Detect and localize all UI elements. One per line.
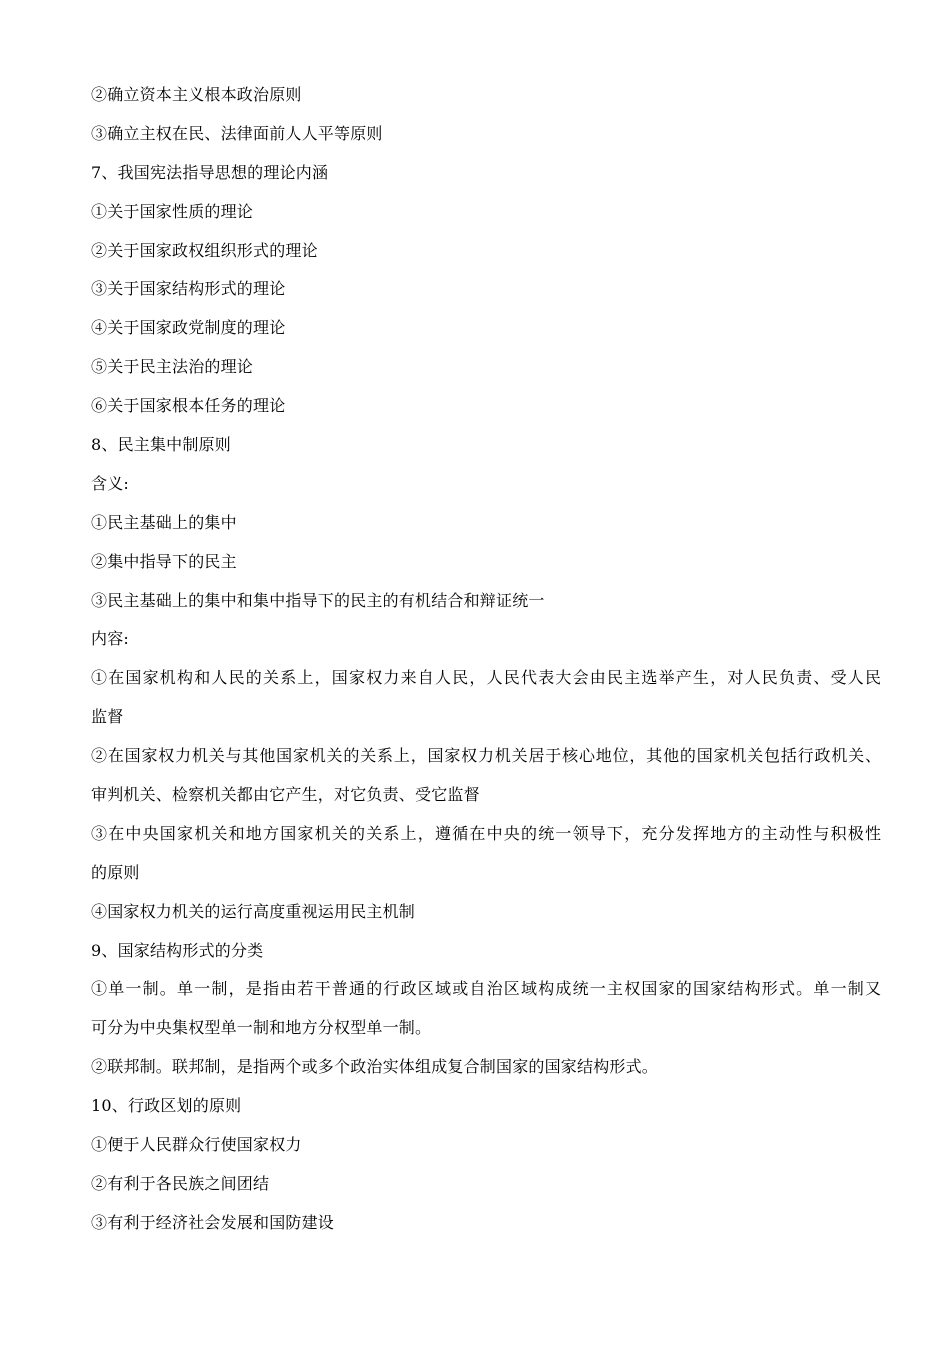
text-line: 8、民主集中制原则	[91, 435, 231, 455]
text-line: ①便于人民群众行使国家权力	[91, 1135, 302, 1155]
text-line: ②有利于各民族之间团结	[91, 1173, 270, 1193]
text-line: 审判机关、检察机关都由它产生，对它负责、受它监督	[91, 785, 480, 805]
text-line: 内容:	[91, 629, 129, 649]
text-line: ②在国家权力机关与其他国家机关的关系上，国家权力机关居于核心地位，其他的国家机关包括行政机关、	[91, 746, 881, 766]
text-line: 的原则	[91, 862, 140, 882]
text-line: ①单一制。单一制，是指由若干普通的行政区域或自治区域构成统一主权国家的国家结构形式。单一制又	[91, 979, 881, 999]
text-line: 可分为中央集权型单一制和地方分权型单一制。	[91, 1018, 432, 1038]
text-line: ②关于国家政权组织形式的理论	[91, 240, 318, 260]
text-line: ①关于国家性质的理论	[91, 201, 254, 221]
text-line: ②集中指导下的民主	[91, 551, 237, 571]
text-line: ④关于国家政党制度的理论	[91, 318, 286, 338]
text-line: ⑤关于民主法治的理论	[91, 357, 254, 377]
text-line: ⑥关于国家根本任务的理论	[91, 396, 286, 416]
text-line: 7、我国宪法指导思想的理论内涵	[91, 162, 329, 182]
text-line: 10、行政区划的原则	[91, 1096, 242, 1116]
text-line: ①在国家机构和人民的关系上，国家权力来自人民，人民代表大会由民主选举产生，对人民负责、受人民	[91, 668, 881, 688]
text-line: 9、国家结构形式的分类	[91, 940, 264, 960]
text-line: ④国家权力机关的运行高度重视运用民主机制	[91, 901, 416, 921]
text-line: ③关于国家结构形式的理论	[91, 279, 286, 299]
text-line: ②确立资本主义根本政治原则	[91, 85, 302, 104]
text-line: ③在中央国家机关和地方国家机关的关系上，遵循在中央的统一领导下，充分发挥地方的主动性与积极性	[91, 823, 881, 843]
text-line: ③有利于经济社会发展和国防建设	[91, 1212, 335, 1232]
text-line: 含义:	[91, 473, 129, 493]
document-body	[91, 80, 881, 1247]
text-line: ②联邦制。联邦制，是指两个或多个政治实体组成复合制国家的国家结构形式。	[91, 1057, 659, 1077]
text-line: ③民主基础上的集中和集中指导下的民主的有机结合和辩证统一	[91, 590, 545, 610]
text-line: ③确立主权在民、法律面前人人平等原则	[91, 123, 383, 143]
text-line: ①民主基础上的集中	[91, 512, 237, 532]
text-line: 监督	[91, 707, 124, 727]
